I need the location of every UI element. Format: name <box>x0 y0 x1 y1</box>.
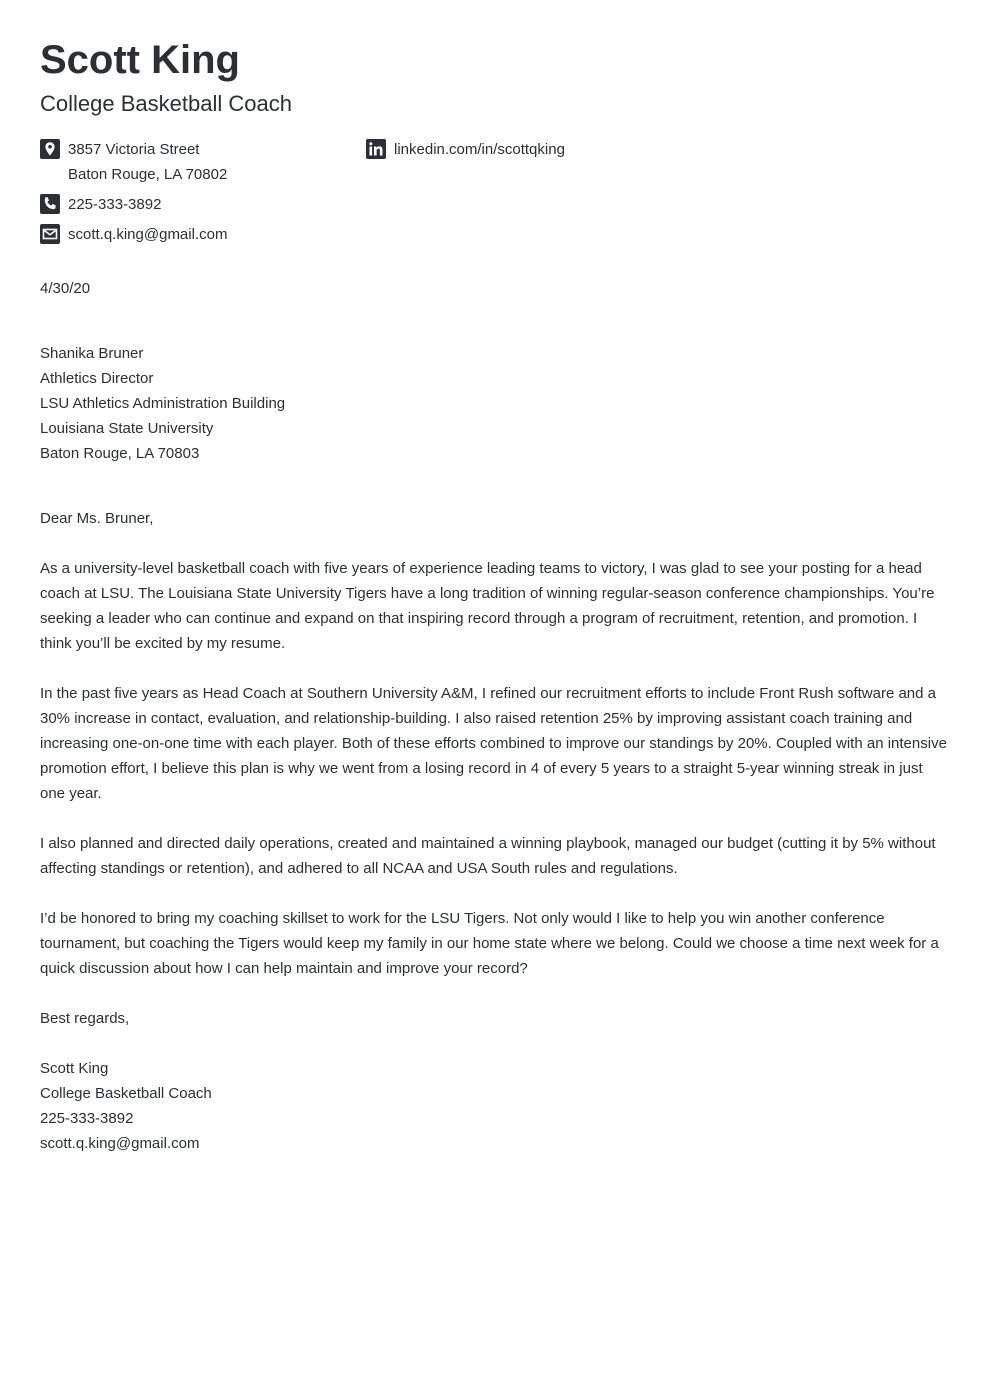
phone-number[interactable]: 225-333-3892 <box>68 196 162 213</box>
signature-name: Scott King <box>40 1060 109 1077</box>
signature-phone: 225-333-3892 <box>40 1110 134 1127</box>
recipient-block <box>40 341 285 466</box>
email-address[interactable]: scott.q.king@gmail.com <box>68 226 228 243</box>
address-line-2: Baton Rouge, LA 70802 <box>68 166 228 183</box>
signature-block <box>40 1056 950 1156</box>
envelope-icon <box>40 224 60 244</box>
linkedin-url[interactable]: linkedin.com/in/scottqking <box>394 141 565 158</box>
contact-linkedin <box>366 137 565 162</box>
contact-info-right <box>366 137 565 167</box>
closing: Best regards, <box>40 1010 130 1027</box>
applicant-title: College Basketball Coach <box>40 91 292 116</box>
contact-phone <box>40 192 227 217</box>
letter-date: 4/30/20 <box>40 280 91 297</box>
recipient-organization: Louisiana State University <box>40 420 214 437</box>
location-pin-icon <box>40 139 60 159</box>
contact-email <box>40 222 227 247</box>
contact-address <box>40 137 227 187</box>
body-paragraph: As a university-level basketball coach with five years of experience leading teams to victory, I was glad to see your posting for a head coach at LSU. The Louisiana State University Tigers have a long tradition of winning regular-season conference championships. You’re seeking a leader who can continue and expand on that inspiring record through a program of recruitment, retention, and promotion. I think you’ll be excited by my resume. <box>40 560 935 652</box>
address-line-1: 3857 Victoria Street <box>68 141 200 158</box>
signature-title: College Basketball Coach <box>40 1085 212 1102</box>
body-paragraph: In the past five years as Head Coach at Southern University A&M, I refined our recruitment efforts to include Front Rush software and a 30% increase in contact, evaluation, and relationship-building. I also raised retention 25% by improving assistant coach training and increasing one-on-one time with each player. Both of these efforts combined to improve our standings by 20%. Coupled with an intensive promotion effort, I believe this plan is why we went from a losing record in 4 of every 5 years to a straight 5-year winning streak in just one year. <box>40 685 947 802</box>
applicant-name: Scott King <box>40 38 240 82</box>
phone-icon <box>40 194 60 214</box>
recipient-city: Baton Rouge, LA 70803 <box>40 445 200 462</box>
signature-email: scott.q.king@gmail.com <box>40 1135 200 1152</box>
body-paragraph: I also planned and directed daily operations, created and maintained a winning playbook, managed our budget (cutting it by 5% without affecting standings or retention), and adhered to all NCAA and USA South rules and regulations. <box>40 835 936 877</box>
body-paragraph: I’d be honored to bring my coaching skillset to work for the LSU Tigers. Not only would I like to help you win another conference tournament, but coaching the Tigers would keep my family in our home state where we belong. Could we choose a time next week for a quick discussion about how I can help maintain and improve your record? <box>40 910 939 977</box>
recipient-name: Shanika Bruner <box>40 345 144 362</box>
recipient-position: Athletics Director <box>40 370 154 387</box>
letter-body <box>40 506 950 1156</box>
recipient-building: LSU Athletics Administration Building <box>40 395 286 412</box>
contact-info-left <box>40 137 227 252</box>
salutation: Dear Ms. Bruner, <box>40 510 154 527</box>
linkedin-icon <box>366 139 386 159</box>
